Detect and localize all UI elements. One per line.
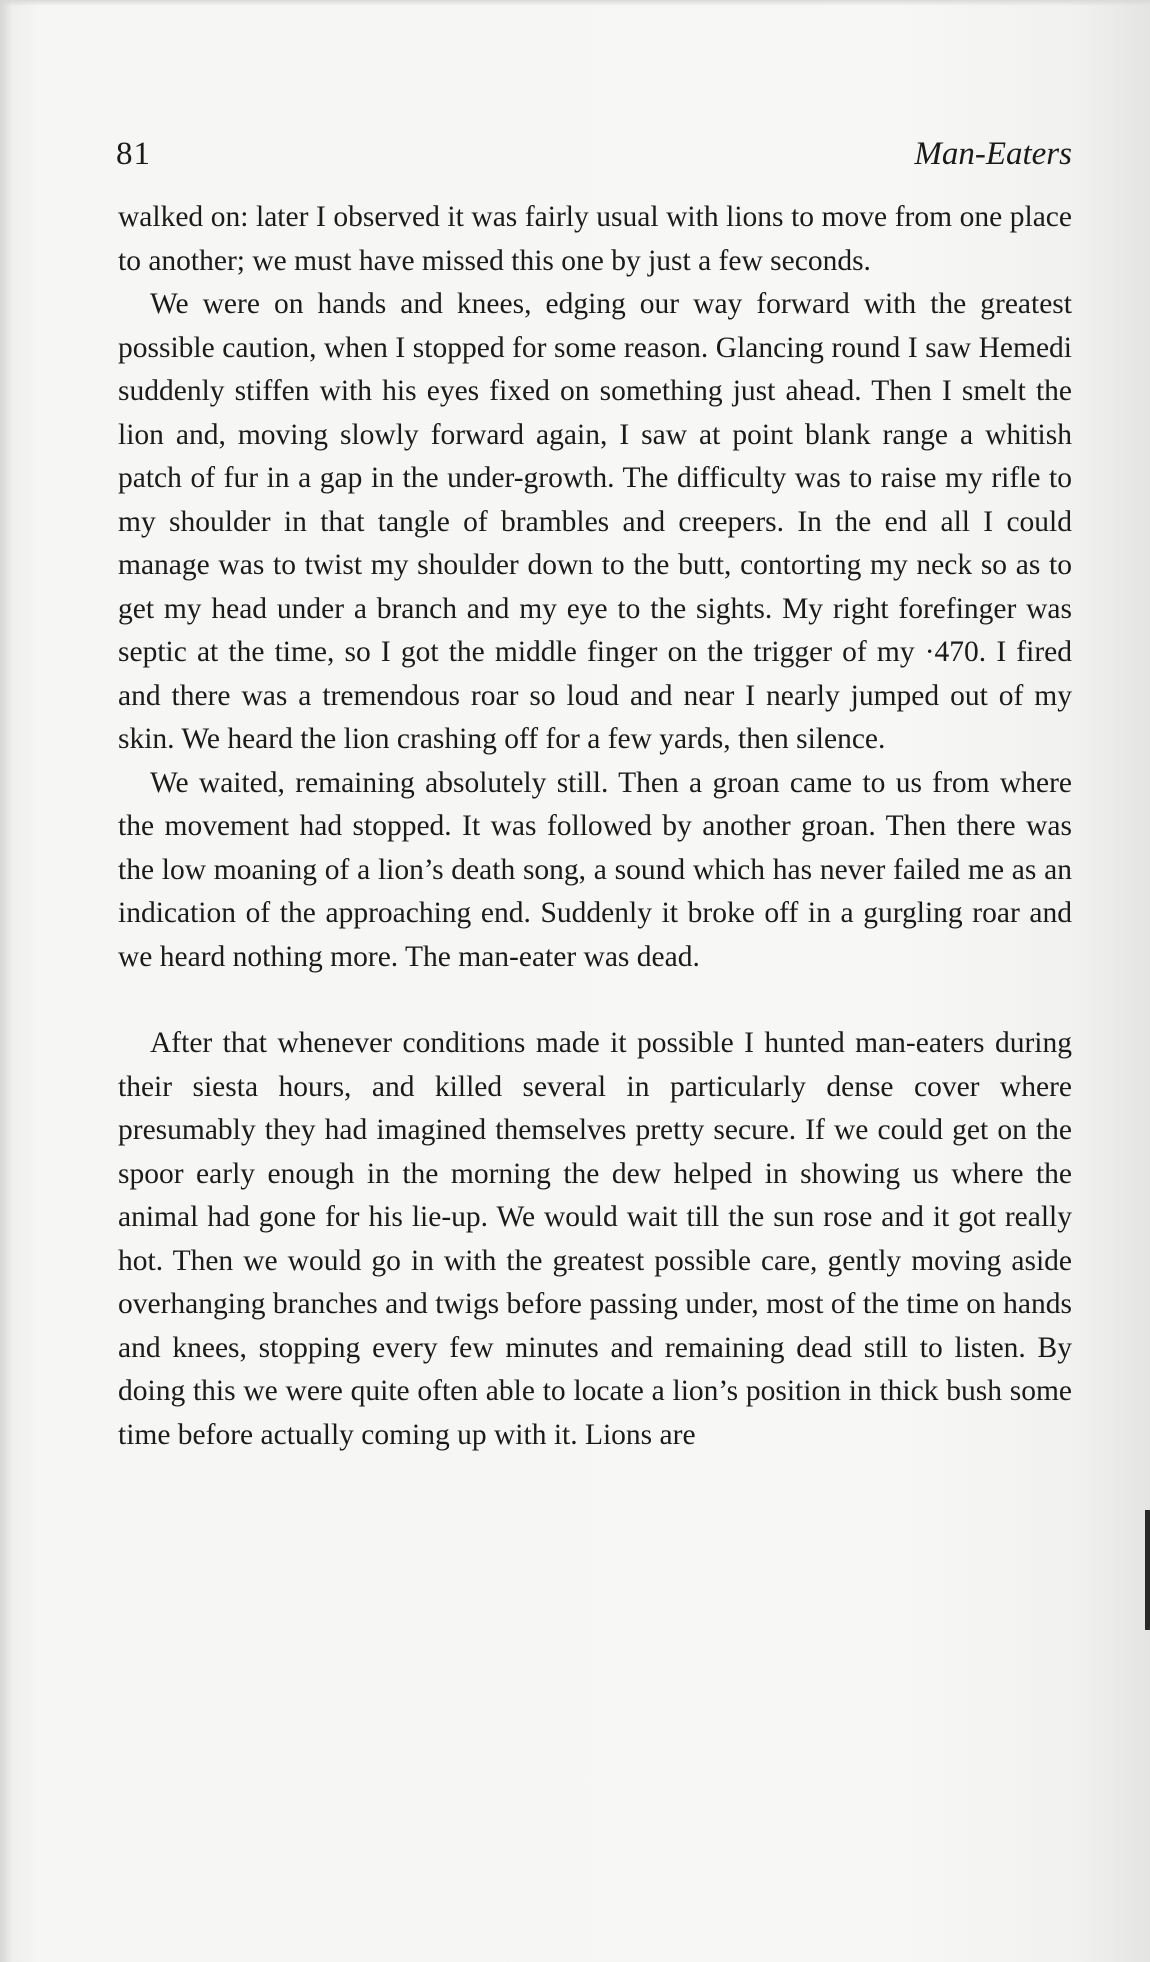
paragraph-continuation: walked on: later I observed it was fairly usual with lions to move from one place to another; we must have missed this one by just a few seconds. (118, 201, 1072, 277)
page-edge-mark (1145, 1510, 1150, 1630)
page-number: 81 (116, 136, 151, 172)
paragraph-death-song: We waited, remaining absolutely still. Then a groan came to us from where the movement had stopped. It was followed by another groan. Then there was the low moaning of a lion’s death song, a sound which has never failed me as an indication of the approaching end. Suddenly it broke off in a gurgling roar and we heard nothing more. The man-eater was dead. (118, 766, 1072, 973)
running-title: Man-Eaters (914, 136, 1072, 172)
paragraph-stalking: We were on hands and knees, edging our way forward with the greatest possible caution, when I stopped for some reason. Glancing round I saw Hemedi suddenly stiffen with his eyes fixed on something just ahead. Then I smelt the lion and, moving slowly forward again, I saw at point blank range a whitish patch of fur in a gap in the under-growth. The difficulty was to raise my rifle to my shoulder in that tangle of brambles and creepers. In the end all I could manage was to twist my shoulder down to the butt, contorting my neck so as to get my head under a branch and my eye to the sights. My right forefinger was septic at the time, so I got the middle finger on the trigger of my ·470. I fired and there was a tremendous roar so loud and near I nearly jumped out of my skin. We heard the lion crashing off for a few yards, then silence. (118, 288, 1072, 755)
body-text (118, 196, 1072, 1457)
page-top-edge (0, 0, 1150, 6)
running-header (116, 136, 1072, 186)
paragraph-siesta-hunting: After that whenever conditions made it possible I hunted man-eaters during their siesta hours, and killed several in particularly dense cover where presumably they had imagined themselves pretty secure. If we could get on the spoor early enough in the morning the dew helped in showing us where the animal had gone for his lie-up. We would wait till the sun rose and it got really hot. Then we would go in with the greatest possible care, gently moving aside overhanging branches and twigs before passing under, most of the time on hands and knees, stopping every few minutes and remaining dead still to listen. By doing this we were quite often able to locate a lion’s position in thick bush some time before actually coming up with it. Lions are (118, 1027, 1072, 1451)
page-gutter-shadow (0, 0, 12, 1962)
